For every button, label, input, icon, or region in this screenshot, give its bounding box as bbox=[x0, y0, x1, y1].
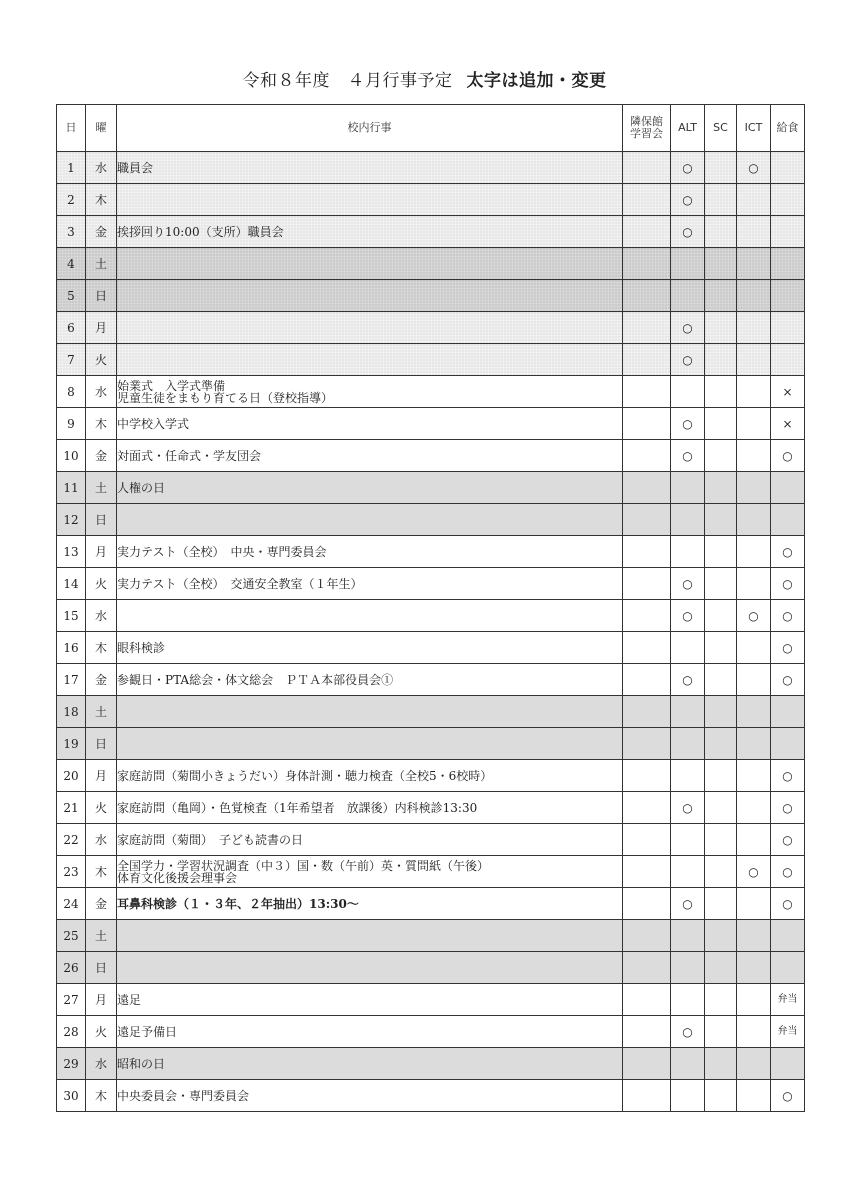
cell-events: 全国学力・学習状況調査（中３）国・数（午前）英・質問紙（午後） 体育文化後援会理事会 bbox=[117, 856, 623, 888]
cell-day: 30 bbox=[57, 1080, 86, 1112]
cell-ict bbox=[737, 696, 771, 728]
table-row bbox=[57, 184, 805, 216]
cell-events: 昭和の日 bbox=[117, 1048, 623, 1080]
cell-kyushoku bbox=[771, 216, 805, 248]
cell-events bbox=[117, 696, 623, 728]
cell-hoken bbox=[623, 344, 671, 376]
cell-dow: 火 bbox=[86, 568, 117, 600]
cell-sc bbox=[705, 216, 737, 248]
cell-dow: 土 bbox=[86, 472, 117, 504]
cell-ict bbox=[737, 632, 771, 664]
cell-dow: 木 bbox=[86, 408, 117, 440]
table-row bbox=[57, 152, 805, 184]
cell-sc bbox=[705, 408, 737, 440]
cell-alt bbox=[671, 536, 705, 568]
cell-alt: ○ bbox=[671, 600, 705, 632]
cell-sc bbox=[705, 1048, 737, 1080]
cell-kyushoku bbox=[771, 152, 805, 184]
cell-sc bbox=[705, 472, 737, 504]
header-dow: 曜 bbox=[86, 105, 117, 152]
cell-sc bbox=[705, 760, 737, 792]
cell-alt: ○ bbox=[671, 152, 705, 184]
table-row bbox=[57, 760, 805, 792]
cell-day: 14 bbox=[57, 568, 86, 600]
cell-hoken bbox=[623, 280, 671, 312]
cell-dow: 金 bbox=[86, 216, 117, 248]
cell-day: 8 bbox=[57, 376, 86, 408]
cell-day: 22 bbox=[57, 824, 86, 856]
table-row bbox=[57, 440, 805, 472]
cell-alt bbox=[671, 504, 705, 536]
cell-sc bbox=[705, 504, 737, 536]
cell-dow: 月 bbox=[86, 760, 117, 792]
cell-day: 5 bbox=[57, 280, 86, 312]
cell-events bbox=[117, 344, 623, 376]
cell-day: 3 bbox=[57, 216, 86, 248]
cell-day: 9 bbox=[57, 408, 86, 440]
cell-hoken bbox=[623, 1016, 671, 1048]
cell-hoken bbox=[623, 376, 671, 408]
cell-events bbox=[117, 248, 623, 280]
cell-sc bbox=[705, 1080, 737, 1112]
cell-hoken bbox=[623, 440, 671, 472]
table-row bbox=[57, 1016, 805, 1048]
cell-events: 実力テスト（全校） 交通安全教室（１年生） bbox=[117, 568, 623, 600]
cell-ict bbox=[737, 984, 771, 1016]
cell-ict bbox=[737, 440, 771, 472]
table-row bbox=[57, 664, 805, 696]
cell-hoken bbox=[623, 984, 671, 1016]
cell-alt: ○ bbox=[671, 792, 705, 824]
cell-day: 4 bbox=[57, 248, 86, 280]
cell-kyushoku bbox=[771, 952, 805, 984]
cell-alt: ○ bbox=[671, 888, 705, 920]
cell-sc bbox=[705, 920, 737, 952]
cell-alt: ○ bbox=[671, 312, 705, 344]
cell-alt bbox=[671, 760, 705, 792]
cell-ict bbox=[737, 824, 771, 856]
cell-dow: 月 bbox=[86, 536, 117, 568]
cell-dow: 金 bbox=[86, 664, 117, 696]
cell-dow: 月 bbox=[86, 312, 117, 344]
cell-events: 家庭訪問（菊間小きょうだい）身体計測・聴力検査（全校5・6校時） bbox=[117, 760, 623, 792]
cell-events bbox=[117, 728, 623, 760]
cell-kyushoku: ○ bbox=[771, 632, 805, 664]
cell-hoken bbox=[623, 760, 671, 792]
cell-alt bbox=[671, 920, 705, 952]
table-row bbox=[57, 344, 805, 376]
header-alt: ALT bbox=[671, 105, 705, 152]
cell-sc bbox=[705, 312, 737, 344]
table-row bbox=[57, 248, 805, 280]
table-row bbox=[57, 568, 805, 600]
cell-sc bbox=[705, 696, 737, 728]
cell-kyushoku: ○ bbox=[771, 600, 805, 632]
cell-sc bbox=[705, 888, 737, 920]
cell-kyushoku bbox=[771, 312, 805, 344]
cell-sc bbox=[705, 728, 737, 760]
cell-events bbox=[117, 920, 623, 952]
cell-sc bbox=[705, 344, 737, 376]
table-row bbox=[57, 856, 805, 888]
cell-sc bbox=[705, 824, 737, 856]
cell-dow: 土 bbox=[86, 248, 117, 280]
cell-kyushoku bbox=[771, 920, 805, 952]
cell-hoken bbox=[623, 952, 671, 984]
cell-hoken bbox=[623, 568, 671, 600]
cell-dow: 水 bbox=[86, 376, 117, 408]
header-sc: SC bbox=[705, 105, 737, 152]
cell-kyushoku bbox=[771, 728, 805, 760]
cell-sc bbox=[705, 184, 737, 216]
schedule-table bbox=[56, 104, 805, 1112]
cell-kyushoku bbox=[771, 504, 805, 536]
cell-events: 中学校入学式 bbox=[117, 408, 623, 440]
header-ict: ICT bbox=[737, 105, 771, 152]
cell-alt bbox=[671, 1048, 705, 1080]
cell-events: 家庭訪問（菊間） 子ども読書の日 bbox=[117, 824, 623, 856]
cell-kyushoku: ○ bbox=[771, 1080, 805, 1112]
cell-sc bbox=[705, 600, 737, 632]
cell-events: 人権の日 bbox=[117, 472, 623, 504]
cell-day: 7 bbox=[57, 344, 86, 376]
cell-alt bbox=[671, 824, 705, 856]
cell-ict bbox=[737, 344, 771, 376]
cell-events: 実力テスト（全校） 中央・専門委員会 bbox=[117, 536, 623, 568]
cell-dow: 月 bbox=[86, 984, 117, 1016]
cell-dow: 水 bbox=[86, 152, 117, 184]
cell-hoken bbox=[623, 504, 671, 536]
cell-day: 2 bbox=[57, 184, 86, 216]
cell-hoken bbox=[623, 600, 671, 632]
cell-events: 職員会 bbox=[117, 152, 623, 184]
table-row bbox=[57, 984, 805, 1016]
cell-kyushoku bbox=[771, 184, 805, 216]
cell-events: 眼科検診 bbox=[117, 632, 623, 664]
cell-kyushoku: ○ bbox=[771, 824, 805, 856]
cell-kyushoku: 弁当 bbox=[771, 984, 805, 1016]
cell-day: 19 bbox=[57, 728, 86, 760]
cell-events: 耳鼻科検診（１・３年、２年抽出）13:30〜 bbox=[117, 888, 623, 920]
cell-kyushoku bbox=[771, 696, 805, 728]
table-row bbox=[57, 408, 805, 440]
table-row bbox=[57, 952, 805, 984]
cell-dow: 木 bbox=[86, 856, 117, 888]
cell-ict bbox=[737, 920, 771, 952]
cell-events: 参観日・PTA総会・体文総会 ＰＴＡ本部役員会① bbox=[117, 664, 623, 696]
cell-ict bbox=[737, 248, 771, 280]
header-hoken: 隣保館 学習会 bbox=[623, 105, 671, 152]
title-main: 令和８年度 ４月行事予定 bbox=[242, 71, 453, 91]
title-note: 太字は追加・変更 bbox=[466, 71, 607, 91]
cell-events: 家庭訪問（亀岡）・色覚検査（1年希望者 放課後）内科検診13:30 bbox=[117, 792, 623, 824]
cell-alt bbox=[671, 728, 705, 760]
cell-kyushoku: ○ bbox=[771, 760, 805, 792]
cell-ict: ○ bbox=[737, 600, 771, 632]
cell-day: 21 bbox=[57, 792, 86, 824]
table-row bbox=[57, 696, 805, 728]
cell-sc bbox=[705, 952, 737, 984]
cell-dow: 水 bbox=[86, 600, 117, 632]
cell-hoken bbox=[623, 824, 671, 856]
cell-kyushoku: ○ bbox=[771, 664, 805, 696]
table-row bbox=[57, 1048, 805, 1080]
cell-ict: ○ bbox=[737, 152, 771, 184]
cell-dow: 木 bbox=[86, 1080, 117, 1112]
cell-ict bbox=[737, 536, 771, 568]
cell-hoken bbox=[623, 184, 671, 216]
cell-dow: 木 bbox=[86, 184, 117, 216]
table-row bbox=[57, 472, 805, 504]
cell-ict bbox=[737, 504, 771, 536]
cell-day: 18 bbox=[57, 696, 86, 728]
table-row bbox=[57, 728, 805, 760]
cell-hoken bbox=[623, 792, 671, 824]
cell-alt bbox=[671, 984, 705, 1016]
cell-dow: 日 bbox=[86, 504, 117, 536]
cell-kyushoku bbox=[771, 472, 805, 504]
cell-events bbox=[117, 504, 623, 536]
cell-ict bbox=[737, 472, 771, 504]
cell-hoken bbox=[623, 248, 671, 280]
table-row bbox=[57, 504, 805, 536]
cell-sc bbox=[705, 984, 737, 1016]
cell-sc bbox=[705, 376, 737, 408]
cell-alt bbox=[671, 376, 705, 408]
cell-ict bbox=[737, 376, 771, 408]
table-row bbox=[57, 280, 805, 312]
table-row bbox=[57, 1080, 805, 1112]
cell-alt: ○ bbox=[671, 216, 705, 248]
cell-day: 12 bbox=[57, 504, 86, 536]
cell-ict bbox=[737, 184, 771, 216]
cell-kyushoku: ○ bbox=[771, 568, 805, 600]
cell-day: 25 bbox=[57, 920, 86, 952]
cell-hoken bbox=[623, 408, 671, 440]
cell-alt: ○ bbox=[671, 664, 705, 696]
cell-hoken bbox=[623, 888, 671, 920]
cell-sc bbox=[705, 568, 737, 600]
cell-ict bbox=[737, 1048, 771, 1080]
cell-hoken bbox=[623, 312, 671, 344]
cell-hoken bbox=[623, 152, 671, 184]
table-row bbox=[57, 312, 805, 344]
cell-hoken bbox=[623, 472, 671, 504]
cell-sc bbox=[705, 856, 737, 888]
cell-hoken bbox=[623, 728, 671, 760]
table-row bbox=[57, 792, 805, 824]
cell-dow: 土 bbox=[86, 696, 117, 728]
cell-alt: ○ bbox=[671, 1016, 705, 1048]
page-title bbox=[0, 66, 849, 91]
cell-ict bbox=[737, 1016, 771, 1048]
cell-kyushoku: ○ bbox=[771, 856, 805, 888]
cell-dow: 土 bbox=[86, 920, 117, 952]
cell-ict bbox=[737, 888, 771, 920]
table-row bbox=[57, 920, 805, 952]
cell-hoken bbox=[623, 664, 671, 696]
cell-ict bbox=[737, 792, 771, 824]
cell-kyushoku: ○ bbox=[771, 792, 805, 824]
cell-dow: 火 bbox=[86, 1016, 117, 1048]
cell-events: 遠足予備日 bbox=[117, 1016, 623, 1048]
cell-kyushoku bbox=[771, 1048, 805, 1080]
cell-sc bbox=[705, 1016, 737, 1048]
cell-alt bbox=[671, 472, 705, 504]
cell-events: 挨拶回り10:00（支所）職員会 bbox=[117, 216, 623, 248]
cell-kyushoku: × bbox=[771, 376, 805, 408]
cell-alt bbox=[671, 696, 705, 728]
cell-sc bbox=[705, 440, 737, 472]
cell-dow: 金 bbox=[86, 440, 117, 472]
cell-day: 24 bbox=[57, 888, 86, 920]
cell-hoken bbox=[623, 1048, 671, 1080]
table-row bbox=[57, 216, 805, 248]
cell-day: 20 bbox=[57, 760, 86, 792]
cell-dow: 火 bbox=[86, 344, 117, 376]
header-events: 校内行事 bbox=[117, 105, 623, 152]
header-row bbox=[57, 105, 805, 152]
cell-ict bbox=[737, 216, 771, 248]
cell-alt: ○ bbox=[671, 184, 705, 216]
cell-dow: 火 bbox=[86, 792, 117, 824]
cell-kyushoku: ○ bbox=[771, 440, 805, 472]
cell-day: 23 bbox=[57, 856, 86, 888]
table-row bbox=[57, 536, 805, 568]
cell-sc bbox=[705, 664, 737, 696]
cell-kyushoku bbox=[771, 344, 805, 376]
header-kyushoku: 給食 bbox=[771, 105, 805, 152]
cell-ict bbox=[737, 760, 771, 792]
cell-kyushoku: ○ bbox=[771, 888, 805, 920]
cell-day: 27 bbox=[57, 984, 86, 1016]
cell-alt bbox=[671, 248, 705, 280]
cell-day: 16 bbox=[57, 632, 86, 664]
cell-ict bbox=[737, 312, 771, 344]
cell-ict bbox=[737, 728, 771, 760]
cell-hoken bbox=[623, 920, 671, 952]
cell-dow: 日 bbox=[86, 280, 117, 312]
cell-dow: 日 bbox=[86, 952, 117, 984]
cell-alt bbox=[671, 952, 705, 984]
cell-kyushoku bbox=[771, 248, 805, 280]
cell-hoken bbox=[623, 1080, 671, 1112]
cell-dow: 水 bbox=[86, 1048, 117, 1080]
cell-day: 28 bbox=[57, 1016, 86, 1048]
cell-alt bbox=[671, 632, 705, 664]
cell-dow: 木 bbox=[86, 632, 117, 664]
cell-events bbox=[117, 280, 623, 312]
table-row bbox=[57, 376, 805, 408]
cell-alt: ○ bbox=[671, 344, 705, 376]
cell-day: 29 bbox=[57, 1048, 86, 1080]
cell-sc bbox=[705, 280, 737, 312]
cell-events: 中央委員会・専門委員会 bbox=[117, 1080, 623, 1112]
cell-day: 15 bbox=[57, 600, 86, 632]
cell-kyushoku: ○ bbox=[771, 536, 805, 568]
cell-hoken bbox=[623, 536, 671, 568]
cell-sc bbox=[705, 792, 737, 824]
cell-day: 11 bbox=[57, 472, 86, 504]
header-day: 日 bbox=[57, 105, 86, 152]
cell-alt bbox=[671, 1080, 705, 1112]
cell-events: 対面式・任命式・学友団会 bbox=[117, 440, 623, 472]
cell-day: 6 bbox=[57, 312, 86, 344]
cell-sc bbox=[705, 152, 737, 184]
cell-events bbox=[117, 600, 623, 632]
cell-hoken bbox=[623, 216, 671, 248]
cell-events: 始業式 入学式準備 児童生徒をまもり育てる日（登校指導） bbox=[117, 376, 623, 408]
cell-events bbox=[117, 952, 623, 984]
cell-kyushoku: 弁当 bbox=[771, 1016, 805, 1048]
cell-dow: 日 bbox=[86, 728, 117, 760]
cell-alt bbox=[671, 856, 705, 888]
cell-dow: 水 bbox=[86, 824, 117, 856]
cell-ict bbox=[737, 664, 771, 696]
cell-kyushoku: × bbox=[771, 408, 805, 440]
cell-alt: ○ bbox=[671, 568, 705, 600]
cell-sc bbox=[705, 632, 737, 664]
cell-ict bbox=[737, 568, 771, 600]
cell-events: 遠足 bbox=[117, 984, 623, 1016]
table-row bbox=[57, 600, 805, 632]
cell-hoken bbox=[623, 632, 671, 664]
cell-kyushoku bbox=[771, 280, 805, 312]
table-row bbox=[57, 888, 805, 920]
cell-ict bbox=[737, 408, 771, 440]
cell-alt: ○ bbox=[671, 408, 705, 440]
cell-ict bbox=[737, 1080, 771, 1112]
cell-events bbox=[117, 312, 623, 344]
cell-hoken bbox=[623, 696, 671, 728]
cell-day: 10 bbox=[57, 440, 86, 472]
cell-ict bbox=[737, 952, 771, 984]
cell-alt bbox=[671, 280, 705, 312]
cell-sc bbox=[705, 536, 737, 568]
cell-day: 17 bbox=[57, 664, 86, 696]
cell-sc bbox=[705, 248, 737, 280]
cell-ict bbox=[737, 280, 771, 312]
cell-day: 26 bbox=[57, 952, 86, 984]
cell-alt: ○ bbox=[671, 440, 705, 472]
cell-dow: 金 bbox=[86, 888, 117, 920]
cell-ict: ○ bbox=[737, 856, 771, 888]
cell-hoken bbox=[623, 856, 671, 888]
cell-events bbox=[117, 184, 623, 216]
cell-day: 1 bbox=[57, 152, 86, 184]
table-row bbox=[57, 824, 805, 856]
table-row bbox=[57, 632, 805, 664]
cell-day: 13 bbox=[57, 536, 86, 568]
